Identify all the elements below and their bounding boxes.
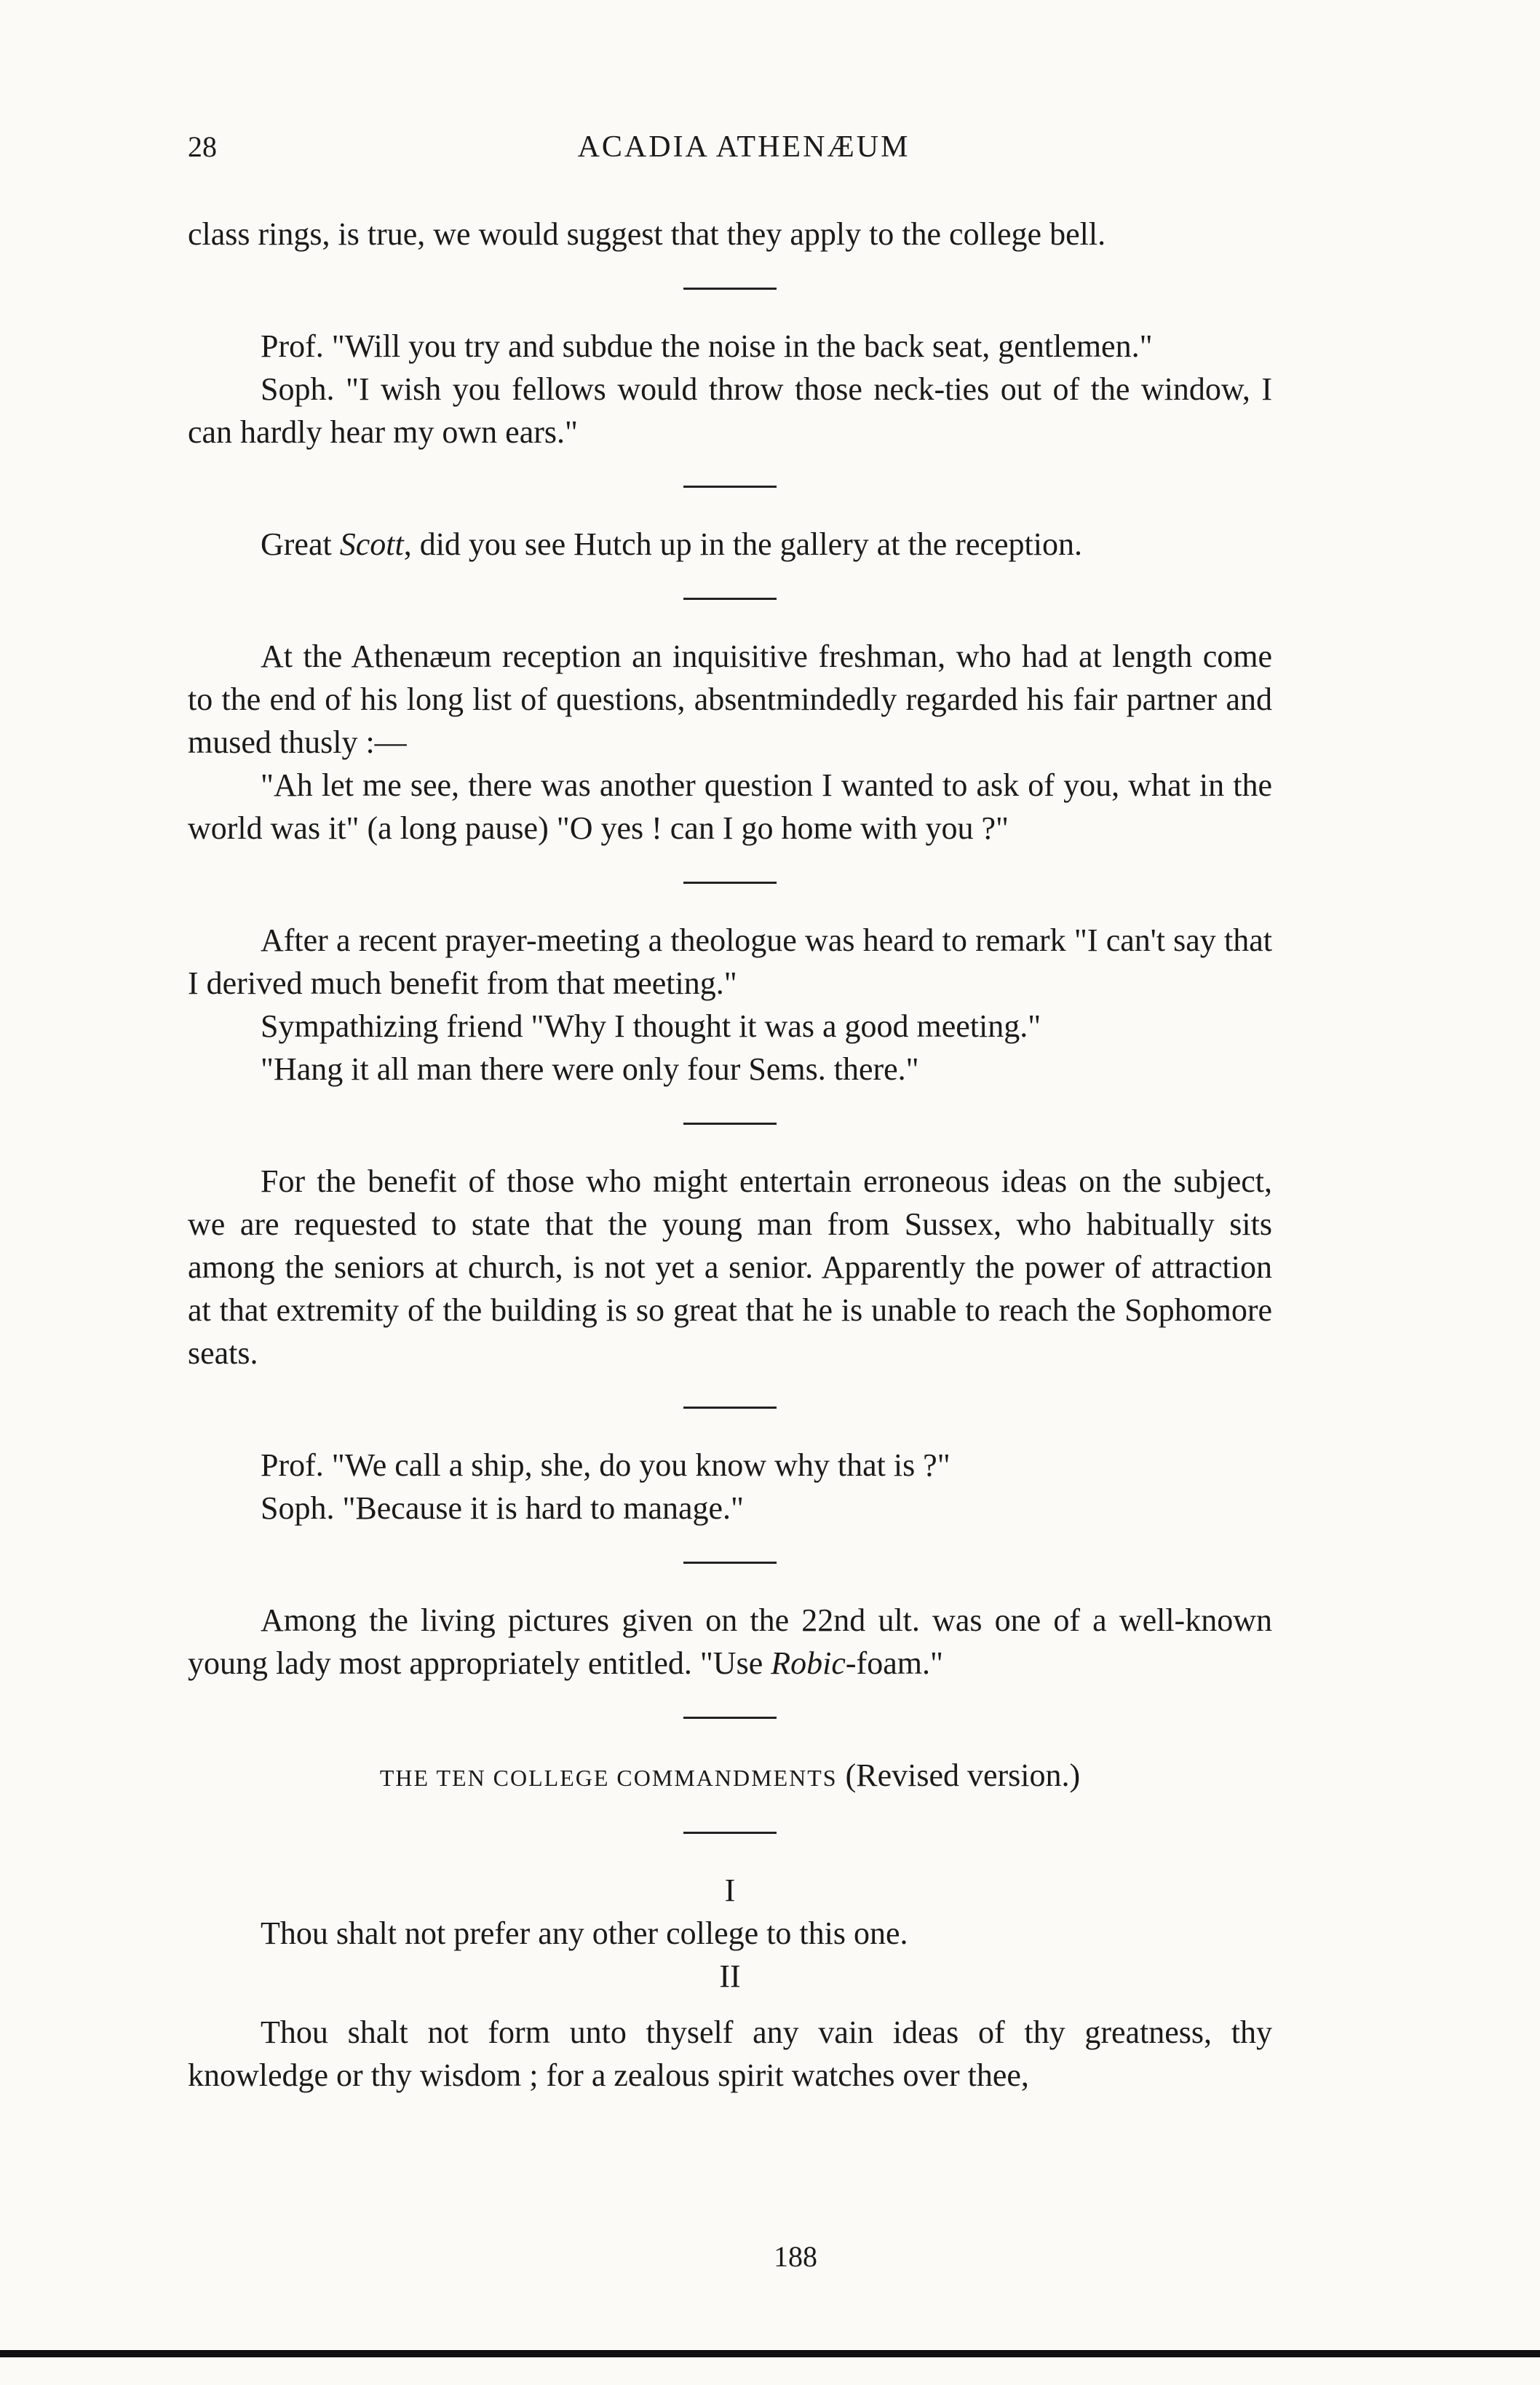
paragraph-prof-noise: Prof. "Will you try and subdue the noise in the back seat, gentlemen." xyxy=(261,328,1153,364)
paragraph-sympathizing-friend: Sympathizing friend "Why I thought it was a good meeting." xyxy=(261,1008,1041,1044)
commandments-title-caps: THE TEN COLLEGE COMMANDMENTS xyxy=(379,1765,838,1791)
paragraph-soph-neckties: Soph. "I wish you fellows would throw those neck-ties out of the window, I can hardly hear my own ears." xyxy=(188,371,1272,450)
text-span: Among the living pictures given on the 22nd ult. was one of a well-known young lady most appropriately entitled. "Use xyxy=(188,1602,1272,1681)
paragraph-prof-ship: Prof. "We call a ship, she, do you know why that is ?" xyxy=(261,1447,950,1483)
italic-text: Robic xyxy=(771,1645,846,1681)
commandments-title-rest: (Revised version.) xyxy=(837,1757,1081,1793)
commandment-numeral: I xyxy=(724,1872,736,1908)
paragraph-living-pictures xyxy=(188,1599,1272,1685)
body-text xyxy=(188,213,1272,2097)
section-separator xyxy=(683,288,777,290)
commandment-text: Thou shalt not prefer any other college to this one. xyxy=(261,1915,908,1951)
paragraph-great-scott xyxy=(188,523,1272,566)
running-head: ACADIA ATHENÆUM xyxy=(577,130,910,164)
bottom-edge-rule xyxy=(0,2350,1540,2357)
text-span: , did you see Hutch up in the gallery at the reception. xyxy=(403,526,1082,562)
section-separator xyxy=(683,1562,777,1564)
paragraph-athenaeum-reception: At the Athenæum reception an inquisitive freshman, who had at length come to the end of his long list of questions, absentmindedly regarded his fair partner and mused thusly :— xyxy=(188,638,1272,760)
page-header xyxy=(188,130,1300,173)
folio-number: 188 xyxy=(774,2240,817,2273)
paragraph-hang-it-all: "Hang it all man there were only four Sems. there." xyxy=(261,1051,919,1087)
commandments-title xyxy=(188,1754,1272,1800)
section-separator xyxy=(683,1123,777,1125)
paragraph-class-rings: class rings, is true, we would suggest that they apply to the college bell. xyxy=(188,216,1106,252)
italic-text: Scott xyxy=(339,526,404,562)
section-separator xyxy=(683,486,777,488)
text-span: Great xyxy=(261,526,340,562)
paragraph-soph-manage: Soph. "Because it is hard to manage." xyxy=(261,1490,744,1526)
section-separator xyxy=(683,1717,777,1719)
section-separator xyxy=(683,1832,777,1834)
section-separator xyxy=(683,598,777,600)
commandment-text: Thou shalt not form unto thyself any vain ideas of thy greatness, thy knowledge or thy wisdom ; for a zealous spirit watches over thee, xyxy=(188,2014,1272,2093)
text-span: -foam." xyxy=(845,1645,943,1681)
paragraph-sussex: For the benefit of those who might entertain erroneous ideas on the subject, we are requested to state that the young man from Sussex, who habitually sits among the seniors at church, is not yet a senior. Apparently the power of attraction at that extremity of the building is so great that he is unable to reach the Sophomore seats. xyxy=(188,1163,1272,1371)
section-separator xyxy=(683,882,777,884)
paragraph-ah-let-me-see: "Ah let me see, there was another question I wanted to ask of you, what in the world was it" (a long pause) "O yes ! can I go home with you ?" xyxy=(188,767,1272,846)
page-number: 28 xyxy=(188,130,217,163)
section-separator xyxy=(683,1407,777,1409)
paragraph-prayer-meeting: After a recent prayer-meeting a theologue was heard to remark "I can't say that I derived much benefit from that meeting." xyxy=(188,922,1272,1001)
commandment-numeral: II xyxy=(719,1958,741,1994)
